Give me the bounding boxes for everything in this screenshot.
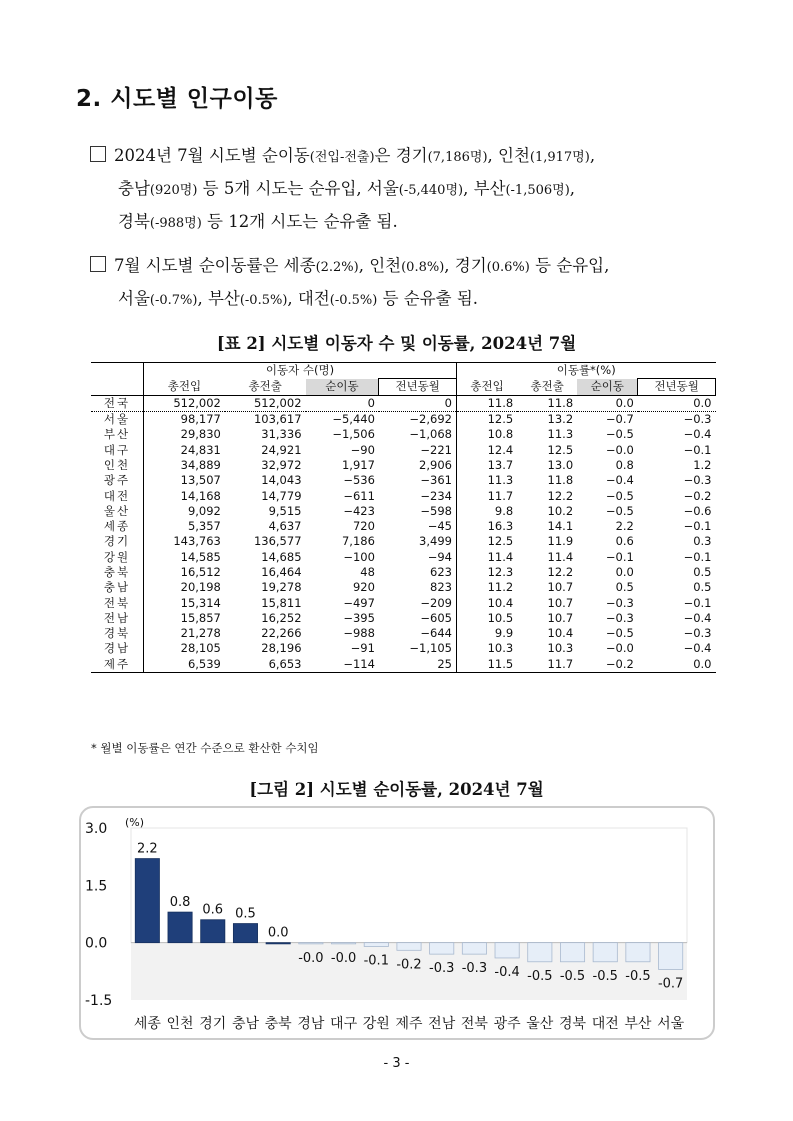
table-cell: −1,506 — [332, 427, 375, 442]
y-tick-label: 3.0 — [85, 821, 108, 837]
data-label: -0.5 — [527, 968, 553, 984]
data-label: -0.3 — [461, 961, 488, 977]
table-cell: −0.3 — [683, 412, 712, 427]
table-cell: 136,577 — [253, 534, 302, 549]
table-cell: 11.4 — [456, 550, 517, 565]
region-name-cell: 울산 — [103, 503, 131, 518]
bar-울산 — [528, 943, 552, 962]
data-label: -0.2 — [396, 957, 422, 973]
y-tick-label: 0.0 — [85, 935, 108, 952]
table-cell: 0.0 — [615, 565, 634, 579]
table-cell: 13.2 — [547, 412, 574, 427]
bar-전남 — [430, 943, 454, 954]
data-label: -0.4 — [494, 964, 520, 980]
table-cell: −0.1 — [683, 595, 712, 610]
column-header: 순이동 — [306, 379, 379, 395]
table-cell: 7,186 — [341, 534, 375, 549]
text-run: 2024년 7월 시도별 순이동 — [114, 146, 310, 165]
text-run: , 인천 — [358, 256, 402, 275]
text-run: (920명) — [149, 183, 198, 198]
table-cell: 10.7 — [547, 580, 574, 595]
table-cell: 11.9 — [547, 534, 574, 549]
table-cell: −234 — [420, 488, 452, 503]
text-run: (2.2%) — [315, 260, 359, 275]
table-cell: −0.2 — [577, 657, 638, 673]
data-label: 0.6 — [202, 902, 224, 918]
text-run: (7,186명) — [427, 150, 488, 165]
column-header: 총전입 — [144, 379, 225, 395]
corner-cell — [91, 379, 144, 395]
table-cell: 16,464 — [261, 565, 302, 579]
table-cell: 1,917 — [341, 457, 375, 472]
text-run: (0.6%) — [486, 260, 530, 275]
table-row — [91, 458, 716, 473]
table-cell: −94 — [427, 549, 452, 564]
table-row — [91, 473, 716, 488]
table-cell: 2,906 — [419, 457, 452, 472]
table-cell: 19,278 — [261, 580, 302, 595]
data-label: -0.1 — [363, 953, 389, 969]
table-cell: 14,779 — [261, 488, 302, 503]
bar-경기 — [201, 920, 225, 943]
table-column-header-row — [91, 379, 716, 395]
bar-전북 — [462, 943, 486, 954]
table-cell: 9,515 — [268, 503, 302, 518]
data-label: 0.0 — [267, 925, 289, 941]
region-name-cell: 전북 — [103, 595, 131, 610]
table-cell: 10.7 — [547, 610, 574, 625]
table-cell: 0 — [379, 395, 457, 411]
bar-경북 — [560, 943, 584, 962]
text-run: , 부산 — [197, 289, 240, 308]
table-cell: 31,336 — [261, 427, 302, 442]
region-name-cell: 경북 — [103, 626, 131, 641]
text-run: (0.8%) — [401, 260, 445, 275]
table-cell: −2,692 — [409, 412, 452, 427]
chart-frame — [79, 806, 715, 1040]
table-cell: −598 — [420, 503, 452, 518]
region-name-cell: 대구 — [103, 442, 131, 457]
table-cell: 11.8 — [517, 395, 577, 411]
category-label: 충북 — [264, 1016, 292, 1032]
bar-제주 — [397, 943, 421, 951]
table-cell: 0.6 — [615, 534, 634, 549]
table-cell: 13.0 — [547, 457, 574, 472]
table-cell: −1,105 — [409, 641, 452, 656]
data-label: -0.0 — [330, 950, 357, 966]
category-label: 대전 — [591, 1016, 619, 1032]
category-label: 경기 — [199, 1016, 227, 1032]
table-cell: 6,539 — [144, 657, 225, 673]
bar-광주 — [495, 943, 519, 958]
text-run: 충남 — [118, 179, 150, 198]
table-cell: 0.3 — [693, 534, 712, 549]
text-run: (-0.5%) — [329, 293, 378, 308]
region-name-cell: 충남 — [103, 580, 131, 595]
table-cell: −361 — [420, 473, 452, 488]
table-cell: 0 — [306, 395, 379, 411]
table-cell: 15,811 — [261, 595, 302, 610]
table-cell: −611 — [343, 488, 375, 503]
table-cell: 11.7 — [517, 657, 577, 673]
table-cell: −0.1 — [605, 549, 634, 564]
table-cell: −0.5 — [605, 488, 634, 503]
table-cell: −988 — [343, 626, 375, 641]
paragraph-line — [90, 206, 730, 239]
region-name-cell: 강원 — [103, 549, 131, 564]
text-run: (전입-전출) — [309, 150, 375, 165]
table-cell: −395 — [343, 610, 375, 625]
text-run: 경북 — [118, 212, 150, 231]
data-label: -0.5 — [625, 968, 651, 984]
table-row — [91, 641, 716, 656]
table-cell: −423 — [343, 503, 375, 518]
table-cell: 12.5 — [456, 411, 517, 427]
text-run: 등 5개 시도는 순유입, 서울 — [197, 179, 399, 198]
table-cell: −45 — [427, 519, 452, 534]
table-footnote: * 월별 이동률은 연간 수준으로 환산한 수치임 — [91, 741, 319, 755]
table-cell: 11.7 — [456, 488, 517, 503]
table-cell: 0.0 — [577, 395, 638, 411]
table-cell: 2.2 — [615, 519, 634, 534]
table-cell: 25 — [379, 657, 457, 673]
table-cell: −0.3 — [605, 610, 634, 625]
table-cell: 0.8 — [615, 457, 634, 472]
table-cell: −209 — [420, 595, 452, 610]
category-label: 광주 — [493, 1016, 521, 1032]
table-cell: −0.3 — [683, 626, 712, 641]
category-label: 울산 — [526, 1016, 554, 1032]
table-cell: 12.5 — [456, 534, 517, 549]
table-cell: 1.2 — [693, 457, 712, 472]
table-row — [91, 534, 716, 549]
text-run: 은 경기 — [374, 146, 428, 165]
bar-서울 — [659, 943, 683, 970]
table-cell: −91 — [350, 641, 375, 656]
table-cell: 9.9 — [456, 626, 517, 641]
table-row — [91, 411, 716, 427]
table-row — [91, 657, 716, 673]
paragraph-migration-rate — [90, 250, 730, 316]
paragraph-net-migration — [90, 140, 730, 239]
table-cell: 143,763 — [144, 534, 225, 549]
table-row — [91, 611, 716, 626]
column-header: 전년동월 — [638, 379, 716, 395]
category-label: 세종 — [133, 1016, 161, 1032]
table-cell: 0.5 — [693, 565, 712, 579]
text-run: (1,917명) — [529, 150, 590, 165]
region-name-cell: 광주 — [103, 473, 131, 488]
table-cell: −0.4 — [683, 427, 712, 442]
data-label: 0.8 — [169, 895, 191, 911]
table-cell: −0.1 — [683, 442, 712, 457]
table-cell: 12.2 — [547, 488, 574, 503]
table-cell: −0.5 — [605, 626, 634, 641]
table-cell: −0.7 — [605, 412, 634, 427]
bar-부산 — [626, 943, 650, 962]
text-run: 등 순유입, — [529, 256, 610, 275]
group-header-rate: 이동률*(%) — [456, 363, 715, 379]
table-cell: 24,921 — [261, 442, 302, 457]
table-row — [91, 488, 716, 503]
table-cell: 12.3 — [456, 565, 517, 580]
column-header: 총전출 — [225, 379, 306, 395]
text-run: (-1,506명) — [505, 183, 570, 198]
table-cell: −0.4 — [683, 641, 712, 656]
table-cell: −605 — [420, 610, 452, 625]
category-label: 강원 — [362, 1016, 390, 1032]
table-cell: 623 — [430, 565, 452, 579]
table-cell: 512,002 — [225, 395, 306, 411]
category-label: 서울 — [657, 1016, 685, 1032]
table-cell: 10.5 — [456, 611, 517, 626]
data-label: -0.7 — [657, 976, 684, 992]
category-label: 충남 — [231, 1016, 260, 1032]
table-row — [91, 427, 716, 442]
table-cell: 16.3 — [456, 519, 517, 534]
table-cell: −0.0 — [605, 641, 634, 656]
region-name-cell: 부산 — [103, 427, 131, 442]
section-heading: 2. 시도별 인구이동 — [76, 86, 278, 112]
data-label: 2.2 — [137, 841, 158, 857]
table-cell: −0.3 — [683, 473, 712, 488]
table-cell: 103,617 — [253, 412, 302, 427]
table-cell: −0.2 — [683, 488, 712, 503]
table-cell: −5,440 — [332, 412, 375, 427]
table-cell: 10.3 — [456, 641, 517, 656]
table-cell: 823 — [430, 580, 452, 595]
table-cell: 98,177 — [144, 411, 225, 427]
table-row — [91, 595, 716, 610]
table-cell: 32,972 — [261, 457, 302, 472]
group-header-movers: 이동자 수(명) — [144, 363, 457, 379]
table-cell: 14,168 — [144, 488, 225, 503]
table-cell: 11.3 — [547, 427, 574, 442]
table-cell: 14,585 — [144, 550, 225, 565]
bar-대전 — [593, 943, 617, 962]
table-body — [91, 395, 716, 672]
table-row — [91, 442, 716, 457]
text-run: , — [589, 146, 596, 165]
table-cell: 10.8 — [456, 427, 517, 442]
table-cell: 14.1 — [547, 519, 574, 534]
table-cell: 13.7 — [456, 458, 517, 473]
table-cell: −1,068 — [409, 427, 452, 442]
category-label: 부산 — [624, 1016, 652, 1032]
table-cell: 48 — [360, 565, 375, 579]
table-cell: 6,653 — [225, 657, 306, 673]
table-cell: 14,043 — [261, 473, 302, 488]
table-cell: 11.5 — [456, 657, 517, 673]
table-cell: 11.8 — [547, 473, 574, 488]
y-unit-label: (%) — [125, 816, 145, 829]
table-cell: 0.0 — [638, 395, 716, 411]
table-cell: 0.5 — [693, 580, 712, 595]
table-cell: −0.3 — [605, 595, 634, 610]
region-name-cell: 대전 — [103, 488, 131, 503]
table-cell: 10.7 — [547, 595, 574, 610]
table-cell: −497 — [343, 595, 375, 610]
table-cell: 16,512 — [144, 565, 225, 580]
bar-경남 — [299, 943, 323, 944]
text-run: 7월 시도별 순이동률은 세종 — [114, 256, 316, 275]
table-header-group-row — [91, 363, 716, 379]
table-cell: 10.4 — [547, 626, 574, 641]
table-caption: [표 2] 시도별 이동자 수 및 이동률, 2024년 7월 — [216, 334, 577, 353]
table-cell: 10.2 — [547, 503, 574, 518]
table-cell: −90 — [350, 442, 375, 457]
bar-충북 — [266, 943, 290, 944]
region-name-cell: 세종 — [103, 519, 131, 534]
table-cell: 12.2 — [547, 565, 574, 579]
table-cell: −644 — [420, 626, 452, 641]
category-label: 전남 — [428, 1016, 456, 1032]
table-cell: 4,637 — [268, 519, 302, 534]
text-run: , 대전 — [287, 289, 330, 308]
table-cell: 11.3 — [456, 473, 517, 488]
table-cell: 22,266 — [261, 626, 302, 641]
checkbox-square-icon — [90, 146, 106, 162]
region-name-cell: 서울 — [103, 412, 131, 427]
table-cell: 11.4 — [547, 549, 574, 564]
table-row — [91, 550, 716, 565]
text-run: (-5,440명) — [398, 183, 464, 198]
region-name-cell: 경남 — [103, 641, 131, 656]
text-run: (-0.7%) — [149, 293, 198, 308]
bar-세종 — [135, 859, 159, 943]
table-cell: 10.4 — [456, 595, 517, 610]
table-cell: 20,198 — [144, 580, 225, 595]
table-cell: 16,252 — [261, 610, 302, 625]
table-cell: −0.1 — [683, 519, 712, 534]
text-run: , 경기 — [444, 256, 487, 275]
table-cell: 5,357 — [144, 519, 225, 534]
region-name-cell: 경기 — [103, 534, 131, 549]
paragraph-line — [90, 140, 730, 173]
region-name-cell: 전남 — [103, 610, 131, 625]
region-name-cell: 인천 — [103, 457, 131, 472]
table-cell: 11.8 — [456, 395, 517, 411]
migration-table — [91, 362, 716, 673]
table-cell: −100 — [343, 549, 375, 564]
y-tick-label: 1.5 — [85, 878, 108, 895]
table-cell: −0.5 — [605, 427, 634, 442]
table-row — [91, 565, 716, 580]
table-cell: 28,105 — [144, 641, 225, 656]
text-run: 등 순유출 됨. — [377, 289, 479, 308]
table-cell: −0.4 — [683, 610, 712, 625]
table-row — [91, 519, 716, 534]
table-row — [91, 580, 716, 595]
text-run: 등 12개 시도는 순유출 됨. — [201, 212, 398, 231]
table-cell: 15,857 — [144, 611, 225, 626]
table-row — [91, 626, 716, 641]
table-row — [91, 504, 716, 519]
data-label: -0.5 — [592, 968, 618, 984]
category-label: 인천 — [166, 1016, 194, 1032]
bar-충남 — [233, 924, 257, 943]
text-run: (-0.5%) — [239, 293, 288, 308]
table-cell: 12.4 — [456, 442, 517, 457]
table-cell: −0.4 — [605, 473, 634, 488]
text-run: , 인천 — [487, 146, 530, 165]
table-cell: 21,278 — [144, 626, 225, 641]
data-label: -0.0 — [298, 950, 324, 966]
table-cell: 9,092 — [144, 504, 225, 519]
table-cell: 12.5 — [547, 442, 574, 457]
region-name-cell: 전국 — [91, 395, 144, 411]
table-cell: 920 — [352, 580, 375, 595]
data-label: -0.3 — [429, 961, 455, 977]
region-name-cell: 제주 — [91, 657, 144, 673]
category-label: 전북 — [460, 1016, 488, 1032]
table-cell: 0.0 — [638, 657, 716, 673]
corner-cell — [91, 363, 144, 379]
table-cell: 29,830 — [144, 427, 225, 442]
figure-caption: [그림 2] 시도별 순이동률, 2024년 7월 — [249, 780, 544, 799]
table-cell: 15,314 — [144, 595, 225, 610]
text-run: 서울 — [118, 289, 150, 308]
category-label: 경북 — [558, 1016, 587, 1032]
checkbox-square-icon — [90, 256, 106, 272]
table-cell: 0.5 — [615, 580, 634, 595]
net-migration-rate-chart — [81, 808, 713, 1038]
page-number: - 3 - — [383, 1056, 410, 1071]
bar-인천 — [168, 912, 192, 943]
data-label: -0.5 — [559, 968, 586, 984]
table-cell: 3,499 — [419, 534, 452, 549]
bar-강원 — [364, 943, 388, 947]
table-cell: 28,196 — [261, 641, 302, 656]
column-header: 총전입 — [456, 379, 517, 395]
table-cell: −114 — [306, 657, 379, 673]
table-cell: −221 — [420, 442, 452, 457]
table-cell: −0.1 — [683, 549, 712, 564]
region-name-cell: 충북 — [103, 565, 131, 579]
table-cell: −536 — [343, 473, 375, 488]
data-label: 0.5 — [235, 906, 256, 922]
text-run: (-988명) — [149, 216, 202, 231]
paragraph-line — [90, 250, 730, 283]
table-cell: 9.8 — [456, 504, 517, 519]
text-run: , — [569, 179, 576, 198]
table-cell: 24,831 — [144, 442, 225, 457]
bar-대구 — [331, 943, 355, 944]
category-label: 경남 — [297, 1016, 325, 1032]
table-cell: −0.6 — [683, 503, 712, 518]
table-cell: −0.5 — [605, 503, 634, 518]
table-cell: 34,889 — [144, 458, 225, 473]
category-label: 대구 — [330, 1016, 358, 1032]
table-cell: 10.3 — [547, 641, 574, 656]
paragraph-line — [90, 283, 730, 316]
y-tick-label: -1.5 — [85, 993, 113, 1009]
table-cell: −0.0 — [605, 442, 634, 457]
text-run: , 부산 — [463, 179, 506, 198]
table-cell: 720 — [352, 519, 375, 534]
table-row — [91, 395, 716, 411]
table-cell: 512,002 — [144, 395, 225, 411]
column-header: 총전출 — [517, 379, 577, 395]
table-cell: 14,685 — [261, 549, 302, 564]
column-header: 전년동월 — [379, 379, 457, 395]
table-cell: 11.2 — [456, 580, 517, 595]
category-label: 제주 — [395, 1016, 423, 1032]
table-cell: 13,507 — [144, 473, 225, 488]
column-header: 순이동 — [577, 379, 638, 395]
paragraph-line — [90, 173, 730, 206]
